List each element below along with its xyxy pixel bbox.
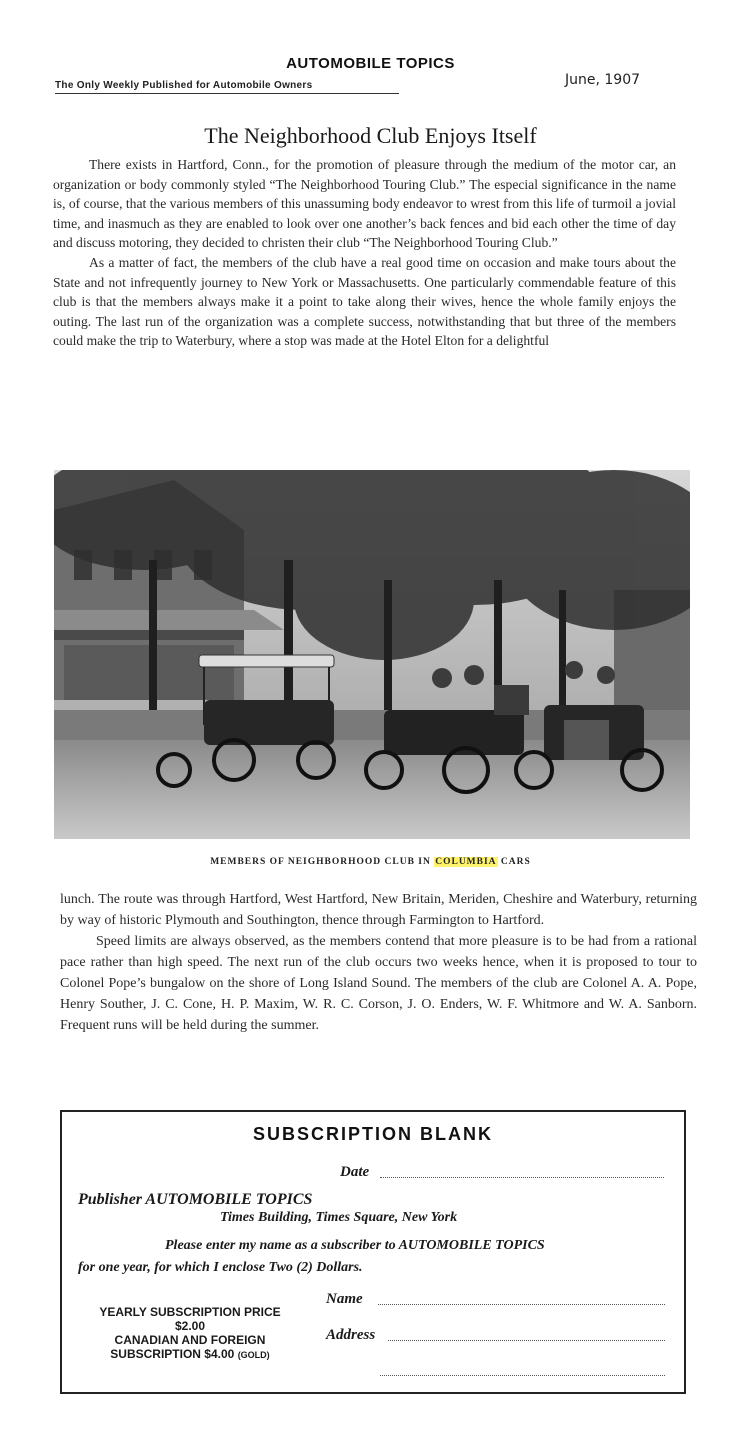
address-field[interactable] [388, 1339, 665, 1341]
subscription-heading: SUBSCRIPTION BLANK [252, 1124, 493, 1144]
price-line-3: CANADIAN AND FOREIGN [114, 1333, 266, 1347]
caption-text-after: CARS [500, 857, 531, 867]
name-field[interactable] [378, 1303, 665, 1305]
price-line-4-gold: (GOLD) [237, 1350, 270, 1360]
article-body-top [53, 155, 676, 351]
caption-highlight: COLUMBIA [435, 857, 497, 867]
request-line-2: for one year, for which I enclose Two (2) Dollars. [78, 1260, 363, 1275]
photo-caption [0, 857, 741, 867]
price-line-2: $2.00 [174, 1319, 206, 1333]
issue-date: June, 1907 [565, 72, 641, 88]
article-body-bottom [60, 889, 697, 1036]
club-photograph [54, 470, 690, 839]
name-label: Name [326, 1291, 363, 1307]
request-line-1: Please enter my name as a subscriber to AUTOMOBILE TOPICS [165, 1238, 545, 1253]
price-line-4 [70, 1347, 310, 1362]
date-field[interactable] [380, 1176, 664, 1178]
paragraph-3: lunch. The route was through Hartford, West Hartford, New Britain, Meriden, Cheshire and Waterbury, returning by way of historic Plymouth and Southington, thence through Farmington to Hartford. [60, 892, 697, 928]
masthead-title: AUTOMOBILE TOPICS [286, 55, 455, 72]
address-label: Address [326, 1327, 376, 1343]
paragraph-4: Speed limits are always observed, as the members contend that more pleasure is to be had from a rational pace rather than high speed. The next run of the club occurs two weeks hence, when it is proposed to tour to Colonel Pope’s bungalow on the shore of Long Island Sound. The members of the club are Colonel A. A. Pope, Henry Souther, J. C. Cone, H. P. Maxim, W. R. C. Corson, J. O. Enders, W. F. Whitmore and W. A. Sanborn. Frequent runs will be held during the summer. [60, 934, 697, 1033]
price-line-4-main: SUBSCRIPTION $4.00 [110, 1347, 235, 1361]
masthead-rule [55, 93, 399, 94]
publisher-address: Times Building, Times Square, New York [220, 1210, 458, 1225]
paragraph-2: As a matter of fact, the members of the club have a real good time on occasion and make tours about the State and not infrequently journey to New York or Massachusetts. One particularly commendable feature of this club is that the members always make it a point to take along their wives, hence the whole family enjoys the outing. The last run of the organization was a complete success, notwithstanding that but three of the members could make the trip to Waterbury, where a stop was made at the Hotel Elton for a delightful [53, 254, 676, 349]
masthead-subtitle: The Only Weekly Published for Automobile Owners [55, 80, 313, 91]
address-field-line-2[interactable] [380, 1374, 665, 1376]
publisher-line: Publisher AUTOMOBILE TOPICS [78, 1191, 313, 1208]
caption-text-before: MEMBERS OF NEIGHBORHOOD CLUB IN [210, 857, 431, 867]
article-title: The Neighborhood Club Enjoys Itself [204, 123, 537, 148]
paragraph-1: There exists in Hartford, Conn., for the promotion of pleasure through the medium of the motor car, an organization or body commonly styled “The Neighborhood Touring Club.” The especial significance in the name is, of course, that the various members of this unassuming body endeavor to wrest from this life of turmoil a jovial time, and inasmuch as they are enabled to look over one another’s back fences and bid each other the time of day and discuss motoring, they decided to christen their club “The Neighborhood Touring Club.” [53, 157, 676, 251]
price-block [70, 1305, 310, 1362]
price-line-1: YEARLY SUBSCRIPTION PRICE [99, 1305, 281, 1319]
photo-illustration [54, 470, 690, 839]
date-label: Date [340, 1164, 370, 1180]
